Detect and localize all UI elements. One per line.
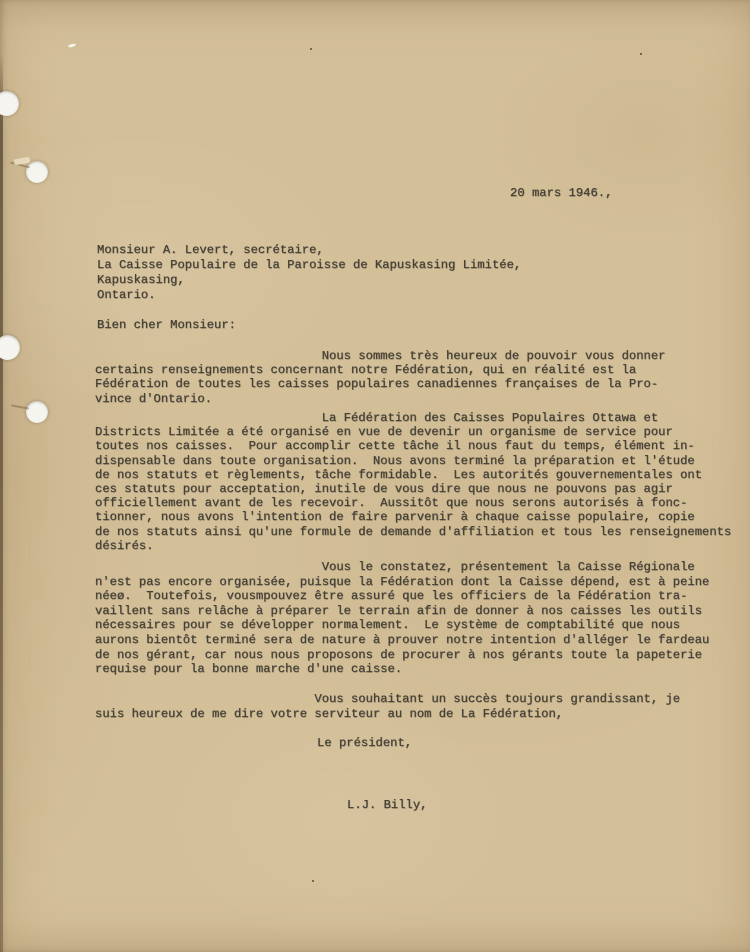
body-paragraph-3 xyxy=(95,560,709,677)
text-line: néeø. Toutefois, vousmpouvez être assuré que les officiers de la Fédération tra- xyxy=(95,589,688,604)
text-line: Ontario. xyxy=(97,288,156,302)
text-line: Kapuskasing, xyxy=(97,273,185,287)
paper-tear-2 xyxy=(11,404,29,409)
closing-paragraph xyxy=(95,692,680,721)
text-line: requise pour la bonne marche d'une caisse. xyxy=(95,662,403,677)
punch-hole-2 xyxy=(26,161,48,183)
text-line: vince d'Ontario. xyxy=(95,391,213,406)
text-line: désirés. xyxy=(95,538,154,553)
text-line: La Fédération des Caisses Populaires Ottawa et xyxy=(95,411,659,425)
text-line: tionner, nous avons l'intention de faire parvenir à chaque caisse populaire, copie xyxy=(95,510,695,525)
text-line: de nos gérant, car nous nous proposons de procurer à nos gérants toute la papeterie xyxy=(95,647,703,662)
text-line: n'est pas encore organisée, puisque la Fédération dont la Caisse dépend, est à peine xyxy=(95,574,710,589)
text-line: Monsieur A. Levert, secrétaire, xyxy=(97,243,324,257)
scan-edge-shadow xyxy=(0,52,3,952)
text-line: toutes nos caisses. Pour accomplir cette tâche il nous faut du temps, élément in- xyxy=(95,439,695,454)
text-line: vaillent sans relâche à préparer le terrain afin de donner à nos caisses les outils xyxy=(95,603,703,618)
paper-speck xyxy=(312,880,314,882)
paper-speck xyxy=(640,53,642,55)
text-line: de nos statuts ainsi qu'une formule de demande d'affiliation et tous les renseignements xyxy=(95,524,732,539)
punch-hole-4 xyxy=(26,401,48,423)
text-line: Fédération de toutes les caisses populaires canadiennes françaises de la Pro- xyxy=(95,377,659,392)
text-line: Nous sommes très heureux de pouvoir vous donner xyxy=(95,349,666,363)
text-line: La Caisse Populaire de la Paroisse de Kapuskasing Limitée, xyxy=(97,258,522,272)
body-paragraph-2 xyxy=(95,411,731,553)
paper-speck xyxy=(310,48,312,50)
paper-speck xyxy=(68,43,77,48)
text-line: officiellement avant de les recevoir. Aussitôt que nous serons autorisés à fonc- xyxy=(95,496,688,511)
recipient-address xyxy=(97,243,521,303)
text-line: certains renseignements concernant notre Fédération, qui en réalité est la xyxy=(95,363,637,378)
text-line: aurons bientôt terminé sera de nature à prouver notre intention d'alléger le fardeau xyxy=(95,632,710,647)
signature-name: L.J. Billy, xyxy=(347,798,428,812)
text-line: nécessaires pour se développer normalement. Le système de comptabilité que nous xyxy=(95,618,681,633)
text-line: ces statuts pour acceptation, inutile de vous dire que nous ne pouvons pas agir xyxy=(95,482,673,497)
salutation: Bien cher Monsieur: xyxy=(97,318,236,332)
signature-title: Le président, xyxy=(317,736,413,750)
punch-hole-1 xyxy=(0,91,19,116)
punch-hole-3 xyxy=(0,335,20,360)
text-line: Vous le constatez, présentement la Caisse Régionale xyxy=(95,560,695,574)
text-line: de nos statuts et règlements, tâche formidable. Les autorités gouvernementales ont xyxy=(95,467,703,482)
date-line: 20 mars 1946., xyxy=(510,186,613,200)
text-line: Districts Limitée a été organisé en vue de devenir un organisme de service pour xyxy=(95,425,673,440)
text-line: dispensable dans toute organisation. Nous avons terminé la préparation et l'étude xyxy=(95,453,695,468)
text-line: suis heureux de me dire votre serviteur au nom de La Fédération, xyxy=(95,706,564,721)
body-paragraph-1 xyxy=(95,349,665,406)
text-line: Vous souhaitant un succès toujours grandissant, je xyxy=(95,692,681,706)
